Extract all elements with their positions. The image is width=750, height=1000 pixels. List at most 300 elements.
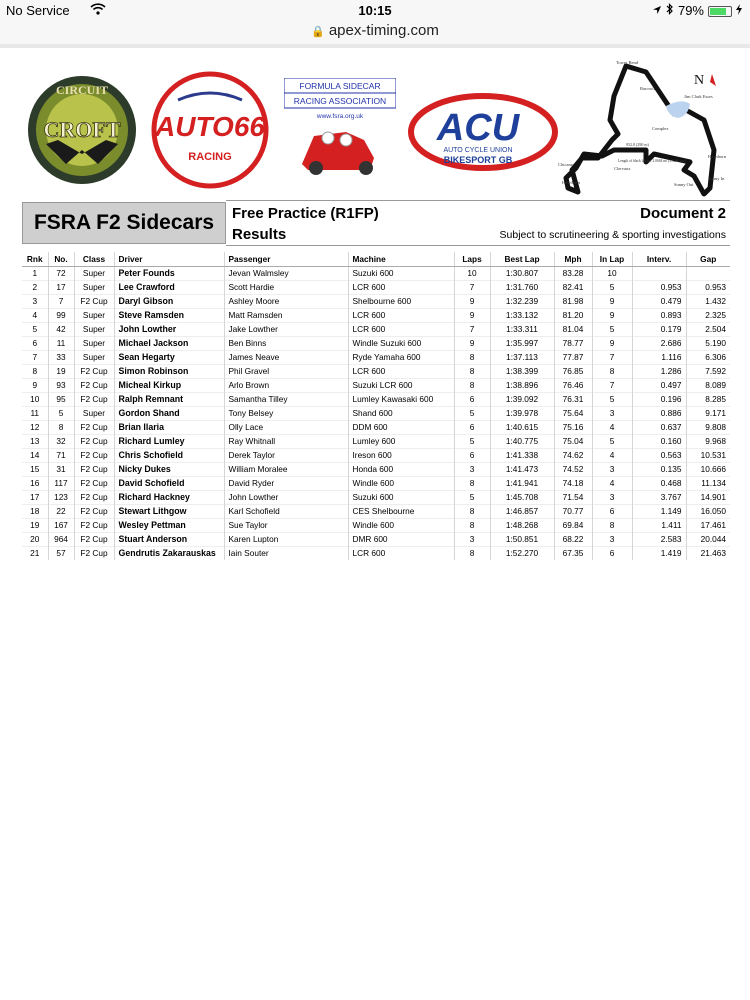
cell-gap xyxy=(686,266,730,280)
table-row xyxy=(22,294,730,308)
cell-no: 99 xyxy=(48,308,74,322)
cell-class: F2 Cup xyxy=(74,420,114,434)
col-in-lap: In Lap xyxy=(592,252,632,266)
cell-no: 964 xyxy=(48,532,74,546)
cell-mph: 75.16 xyxy=(554,420,592,434)
table-row xyxy=(22,266,730,280)
cell-class: F2 Cup xyxy=(74,392,114,406)
results-label: Results xyxy=(232,226,287,243)
acu-line1: AUTO CYCLE UNION xyxy=(443,147,513,154)
col-best-lap: Best Lap xyxy=(490,252,554,266)
col-class: Class xyxy=(74,252,114,266)
cell-passenger: Jevan Walmsley xyxy=(224,266,348,280)
cell-rnk: 1 xyxy=(22,266,48,280)
cell-passenger: Sue Taylor xyxy=(224,518,348,532)
cell-no: 123 xyxy=(48,490,74,504)
status-bar xyxy=(0,0,750,22)
cell-gap: 2.504 xyxy=(686,322,730,336)
cell-laps: 6 xyxy=(454,392,490,406)
cell-no: 57 xyxy=(48,546,74,560)
cell-class: Super xyxy=(74,336,114,350)
cell-interv: 1.149 xyxy=(632,504,686,518)
croft-main-text: CROFT xyxy=(43,117,121,142)
cell-best-lap: 1:39.092 xyxy=(490,392,554,406)
cell-class: Super xyxy=(74,266,114,280)
cell-rnk: 11 xyxy=(22,406,48,420)
croft-top-text: CIRCUIT xyxy=(55,83,109,97)
cell-interv: 1.411 xyxy=(632,518,686,532)
cell-rnk: 15 xyxy=(22,462,48,476)
cell-no: 117 xyxy=(48,476,74,490)
url-bar[interactable] xyxy=(0,22,750,44)
cell-best-lap: 1:46.857 xyxy=(490,504,554,518)
cell-machine: Lumley 600 xyxy=(348,434,454,448)
cell-no: 95 xyxy=(48,392,74,406)
cell-mph: 75.64 xyxy=(554,406,592,420)
cell-best-lap: 1:35.997 xyxy=(490,336,554,350)
cell-driver: Chris Schofield xyxy=(114,448,224,462)
cell-class: F2 Cup xyxy=(74,518,114,532)
cell-rnk: 4 xyxy=(22,308,48,322)
cell-rnk: 21 xyxy=(22,546,48,560)
acu-main-text: ACU xyxy=(436,107,520,149)
table-row xyxy=(22,280,730,294)
col-no: No. xyxy=(48,252,74,266)
table-row xyxy=(22,378,730,392)
cell-no: 32 xyxy=(48,434,74,448)
cell-rnk: 16 xyxy=(22,476,48,490)
cell-best-lap: 1:50.851 xyxy=(490,532,554,546)
cell-in-lap: 5 xyxy=(592,392,632,406)
cell-no: 17 xyxy=(48,280,74,294)
cell-best-lap: 1:30.807 xyxy=(490,266,554,280)
circuit-croft-logo xyxy=(26,74,138,186)
cell-gap: 16.050 xyxy=(686,504,730,518)
cell-interv: 1.286 xyxy=(632,364,686,378)
auto66-main-text: AUTO66 xyxy=(155,111,265,142)
cell-in-lap: 3 xyxy=(592,462,632,476)
map-label-4: Hawthorn xyxy=(708,154,726,159)
cell-in-lap: 6 xyxy=(592,546,632,560)
cell-interv: 2.686 xyxy=(632,336,686,350)
cell-mph: 81.20 xyxy=(554,308,592,322)
cell-no: 11 xyxy=(48,336,74,350)
charging-icon xyxy=(736,3,742,18)
cell-laps: 6 xyxy=(454,448,490,462)
cell-laps: 9 xyxy=(454,336,490,350)
cell-mph: 77.87 xyxy=(554,350,592,364)
battery-percent: 79% xyxy=(677,3,704,18)
event-title: FSRA F2 Sidecars xyxy=(22,202,226,244)
cell-class: F2 Cup xyxy=(74,546,114,560)
cell-no: 5 xyxy=(48,406,74,420)
results-body xyxy=(22,266,730,560)
cell-rnk: 5 xyxy=(22,322,48,336)
cell-class: F2 Cup xyxy=(74,462,114,476)
cell-passenger: Derek Taylor xyxy=(224,448,348,462)
cell-laps: 10 xyxy=(454,266,490,280)
cell-rnk: 2 xyxy=(22,280,48,294)
status-right xyxy=(652,3,742,18)
table-row xyxy=(22,406,730,420)
cell-best-lap: 1:40.775 xyxy=(490,434,554,448)
cell-machine: Suzuki 600 xyxy=(348,490,454,504)
cell-interv: 0.886 xyxy=(632,406,686,420)
fsra-line1: FORMULA SIDECAR xyxy=(299,81,381,91)
cell-interv: 0.479 xyxy=(632,294,686,308)
cell-driver: Stuart Anderson xyxy=(114,532,224,546)
col-machine: Machine xyxy=(348,252,454,266)
cell-class: F2 Cup xyxy=(74,448,114,462)
cell-rnk: 7 xyxy=(22,350,48,364)
cell-passenger: Arlo Brown xyxy=(224,378,348,392)
cell-in-lap: 5 xyxy=(592,280,632,294)
fsra-logo xyxy=(284,78,396,178)
cell-in-lap: 8 xyxy=(592,364,632,378)
table-row xyxy=(22,350,730,364)
cell-mph: 81.04 xyxy=(554,322,592,336)
cell-best-lap: 1:38.399 xyxy=(490,364,554,378)
cell-in-lap: 3 xyxy=(592,490,632,504)
cell-no: 167 xyxy=(48,518,74,532)
cell-laps: 8 xyxy=(454,364,490,378)
cell-passenger: Karl Schofield xyxy=(224,504,348,518)
cell-passenger: Matt Ramsden xyxy=(224,308,348,322)
cell-best-lap: 1:33.132 xyxy=(490,308,554,322)
cell-interv: 0.468 xyxy=(632,476,686,490)
acu-logo xyxy=(408,92,558,172)
cell-rnk: 12 xyxy=(22,420,48,434)
cell-mph: 74.52 xyxy=(554,462,592,476)
map-label-6: Sunny Out xyxy=(674,182,694,187)
col-gap: Gap xyxy=(686,252,730,266)
table-row xyxy=(22,322,730,336)
map-note-1: 952.8 (290 m) xyxy=(626,142,649,147)
cell-laps: 3 xyxy=(454,462,490,476)
cell-mph: 81.98 xyxy=(554,294,592,308)
table-row xyxy=(22,336,730,350)
cell-mph: 76.85 xyxy=(554,364,592,378)
cell-machine: LCR 600 xyxy=(348,322,454,336)
cell-mph: 67.35 xyxy=(554,546,592,560)
cell-interv: 0.135 xyxy=(632,462,686,476)
cell-interv: 1.419 xyxy=(632,546,686,560)
cell-passenger: Olly Lace xyxy=(224,420,348,434)
cell-gap: 8.285 xyxy=(686,392,730,406)
cell-in-lap: 3 xyxy=(592,406,632,420)
cell-rnk: 13 xyxy=(22,434,48,448)
cell-laps: 8 xyxy=(454,350,490,364)
cell-mph: 69.84 xyxy=(554,518,592,532)
cell-machine: LCR 600 xyxy=(348,280,454,294)
cell-in-lap: 5 xyxy=(592,322,632,336)
carrier-label: No Service xyxy=(6,3,70,18)
map-label-7: Chicane xyxy=(558,162,573,167)
cell-class: F2 Cup xyxy=(74,532,114,546)
bluetooth-icon xyxy=(666,3,674,18)
clock: 10:15 xyxy=(358,3,392,18)
cell-mph: 74.62 xyxy=(554,448,592,462)
cell-driver: Daryl Gibson xyxy=(114,294,224,308)
cell-laps: 9 xyxy=(454,308,490,322)
table-row xyxy=(22,546,730,560)
cell-driver: Michael Jackson xyxy=(114,336,224,350)
cell-best-lap: 1:33.311 xyxy=(490,322,554,336)
cell-interv: 0.637 xyxy=(632,420,686,434)
cell-driver: Nicky Dukes xyxy=(114,462,224,476)
cell-interv: 0.160 xyxy=(632,434,686,448)
cell-no: 33 xyxy=(48,350,74,364)
cell-laps: 8 xyxy=(454,378,490,392)
cell-gap: 6.306 xyxy=(686,350,730,364)
cell-rnk: 8 xyxy=(22,364,48,378)
session-name: Free Practice (R1FP) xyxy=(232,205,379,222)
cell-gap: 21.463 xyxy=(686,546,730,560)
table-row xyxy=(22,434,730,448)
cell-machine: Shelbourne 600 xyxy=(348,294,454,308)
cell-in-lap: 4 xyxy=(592,476,632,490)
cell-class: Super xyxy=(74,308,114,322)
cell-driver: Gendrutis Zakarauskas xyxy=(114,546,224,560)
url-text: apex-timing.com xyxy=(328,22,439,39)
cell-no: 8 xyxy=(48,420,74,434)
cell-no: 71 xyxy=(48,448,74,462)
map-label-3: Complex xyxy=(652,126,669,131)
map-label-2: Jim Clark Esses xyxy=(684,94,713,99)
cell-best-lap: 1:38.896 xyxy=(490,378,554,392)
cell-class: Super xyxy=(74,322,114,336)
cell-driver: Ralph Remnant xyxy=(114,392,224,406)
cell-gap: 9.171 xyxy=(686,406,730,420)
cell-interv: 0.893 xyxy=(632,308,686,322)
col-driver: Driver xyxy=(114,252,224,266)
table-header-row xyxy=(22,252,730,266)
map-label-5: Sunny In xyxy=(708,176,725,181)
cell-mph: 76.46 xyxy=(554,378,592,392)
cell-machine: Shand 600 xyxy=(348,406,454,420)
cell-machine: LCR 600 xyxy=(348,364,454,378)
cell-driver: Sean Hegarty xyxy=(114,350,224,364)
cell-laps: 7 xyxy=(454,280,490,294)
cell-rnk: 3 xyxy=(22,294,48,308)
cell-gap: 11.134 xyxy=(686,476,730,490)
location-icon xyxy=(652,3,662,18)
cell-mph: 83.28 xyxy=(554,266,592,280)
cell-mph: 76.31 xyxy=(554,392,592,406)
cell-passenger: Phil Gravel xyxy=(224,364,348,378)
cell-interv: 0.497 xyxy=(632,378,686,392)
col-interv: Interv. xyxy=(632,252,686,266)
table-row xyxy=(22,462,730,476)
cell-machine: Suzuki 600 xyxy=(348,266,454,280)
cell-mph: 70.77 xyxy=(554,504,592,518)
table-row xyxy=(22,308,730,322)
cell-rnk: 19 xyxy=(22,518,48,532)
table-row xyxy=(22,364,730,378)
cell-in-lap: 4 xyxy=(592,420,632,434)
cell-mph: 71.54 xyxy=(554,490,592,504)
cell-passenger: Scott Hardie xyxy=(224,280,348,294)
cell-gap: 9.968 xyxy=(686,434,730,448)
table-row xyxy=(22,532,730,546)
cell-passenger: David Ryder xyxy=(224,476,348,490)
track-map xyxy=(554,54,734,202)
cell-passenger: William Moralee xyxy=(224,462,348,476)
cell-laps: 7 xyxy=(454,322,490,336)
cell-machine: Honda 600 xyxy=(348,462,454,476)
cell-no: 93 xyxy=(48,378,74,392)
cell-no: 19 xyxy=(48,364,74,378)
cell-passenger: Jake Lowther xyxy=(224,322,348,336)
cell-best-lap: 1:48.268 xyxy=(490,518,554,532)
session-header xyxy=(226,200,730,246)
cell-in-lap: 7 xyxy=(592,378,632,392)
cell-class: Super xyxy=(74,350,114,364)
cell-class: Super xyxy=(74,280,114,294)
cell-machine: Ireson 600 xyxy=(348,448,454,462)
cell-passenger: John Lowther xyxy=(224,490,348,504)
battery-fill xyxy=(710,8,726,15)
table-row xyxy=(22,420,730,434)
cell-driver: Micheal Kirkup xyxy=(114,378,224,392)
cell-driver: Gordon Shand xyxy=(114,406,224,420)
cell-best-lap: 1:32.239 xyxy=(490,294,554,308)
cell-in-lap: 5 xyxy=(592,434,632,448)
cell-passenger: Iain Souter xyxy=(224,546,348,560)
cell-gap: 17.461 xyxy=(686,518,730,532)
cell-driver: Brian Ilaria xyxy=(114,420,224,434)
cell-mph: 82.41 xyxy=(554,280,592,294)
cell-machine: Windle 600 xyxy=(348,476,454,490)
cell-mph: 75.04 xyxy=(554,434,592,448)
results-document xyxy=(6,48,744,1000)
cell-gap: 9.808 xyxy=(686,420,730,434)
cell-laps: 8 xyxy=(454,518,490,532)
cell-rnk: 18 xyxy=(22,504,48,518)
col-passenger: Passenger xyxy=(224,252,348,266)
map-label-0: Tower Bend xyxy=(616,60,639,65)
auto66-racing-logo xyxy=(150,70,270,190)
cell-machine: DMR 600 xyxy=(348,532,454,546)
cell-machine: Lumley Kawasaki 600 xyxy=(348,392,454,406)
map-label-8: Hawthorn xyxy=(562,180,580,185)
cell-gap: 2.325 xyxy=(686,308,730,322)
auto66-sub-text: RACING xyxy=(188,151,232,163)
cell-rnk: 6 xyxy=(22,336,48,350)
cell-best-lap: 1:41.941 xyxy=(490,476,554,490)
cell-passenger: Ben Binns xyxy=(224,336,348,350)
cell-driver: David Schofield xyxy=(114,476,224,490)
cell-driver: Stewart Lithgow xyxy=(114,504,224,518)
cell-best-lap: 1:40.615 xyxy=(490,420,554,434)
cell-in-lap: 6 xyxy=(592,504,632,518)
cell-machine: LCR 600 xyxy=(348,308,454,322)
col-mph: Mph xyxy=(554,252,592,266)
cell-machine: CES Shelbourne xyxy=(348,504,454,518)
cell-in-lap: 3 xyxy=(592,532,632,546)
cell-rnk: 20 xyxy=(22,532,48,546)
table-row xyxy=(22,518,730,532)
cell-interv: 0.196 xyxy=(632,392,686,406)
cell-driver: Peter Founds xyxy=(114,266,224,280)
cell-rnk: 14 xyxy=(22,448,48,462)
cell-no: 22 xyxy=(48,504,74,518)
cell-in-lap: 10 xyxy=(592,266,632,280)
cell-best-lap: 1:41.473 xyxy=(490,462,554,476)
cell-mph: 78.77 xyxy=(554,336,592,350)
table-row xyxy=(22,448,730,462)
cell-in-lap: 7 xyxy=(592,350,632,364)
cell-best-lap: 1:37.113 xyxy=(490,350,554,364)
cell-laps: 3 xyxy=(454,532,490,546)
cell-laps: 8 xyxy=(454,546,490,560)
cell-passenger: Karen Lupton xyxy=(224,532,348,546)
results-table xyxy=(22,252,730,560)
compass-arrow-icon xyxy=(710,74,716,86)
cell-in-lap: 4 xyxy=(592,448,632,462)
cell-laps: 8 xyxy=(454,504,490,518)
cell-driver: Richard Lumley xyxy=(114,434,224,448)
cell-passenger: Ashley Moore xyxy=(224,294,348,308)
cell-laps: 6 xyxy=(454,420,490,434)
cell-in-lap: 9 xyxy=(592,308,632,322)
cell-gap: 5.190 xyxy=(686,336,730,350)
cell-gap: 0.953 xyxy=(686,280,730,294)
cell-class: F2 Cup xyxy=(74,504,114,518)
cell-best-lap: 1:31.760 xyxy=(490,280,554,294)
cell-gap: 7.592 xyxy=(686,364,730,378)
cell-passenger: Ray Whitnall xyxy=(224,434,348,448)
document-number: Document 2 xyxy=(640,205,726,222)
cell-laps: 5 xyxy=(454,490,490,504)
cell-gap: 14.901 xyxy=(686,490,730,504)
cell-mph: 74.18 xyxy=(554,476,592,490)
cell-in-lap: 8 xyxy=(592,518,632,532)
cell-gap: 8.089 xyxy=(686,378,730,392)
cell-laps: 5 xyxy=(454,406,490,420)
table-row xyxy=(22,490,730,504)
cell-machine: Windle 600 xyxy=(348,518,454,532)
table-row xyxy=(22,504,730,518)
cell-driver: Steve Ramsden xyxy=(114,308,224,322)
cell-best-lap: 1:39.978 xyxy=(490,406,554,420)
subject-note: Subject to scrutineering & sporting investigations xyxy=(499,229,726,241)
cell-gap: 10.666 xyxy=(686,462,730,476)
cell-interv: 3.767 xyxy=(632,490,686,504)
battery-icon xyxy=(708,6,732,17)
map-note-2: Length of black layout: 2.0684 mi (3.3286 km) xyxy=(618,159,686,163)
cell-in-lap: 9 xyxy=(592,336,632,350)
cell-best-lap: 1:41.338 xyxy=(490,448,554,462)
cell-no: 42 xyxy=(48,322,74,336)
cell-rnk: 9 xyxy=(22,378,48,392)
cell-interv: 0.953 xyxy=(632,280,686,294)
cell-class: F2 Cup xyxy=(74,378,114,392)
cell-driver: Wesley Pettman xyxy=(114,518,224,532)
cell-driver: Richard Hackney xyxy=(114,490,224,504)
cell-passenger: Samantha Tilley xyxy=(224,392,348,406)
cell-gap: 1.432 xyxy=(686,294,730,308)
cell-class: F2 Cup xyxy=(74,294,114,308)
cell-no: 31 xyxy=(48,462,74,476)
col-laps: Laps xyxy=(454,252,490,266)
cell-interv xyxy=(632,266,686,280)
cell-laps: 9 xyxy=(454,294,490,308)
cell-no: 7 xyxy=(48,294,74,308)
cell-interv: 0.179 xyxy=(632,322,686,336)
cell-laps: 8 xyxy=(454,476,490,490)
cell-best-lap: 1:45.708 xyxy=(490,490,554,504)
